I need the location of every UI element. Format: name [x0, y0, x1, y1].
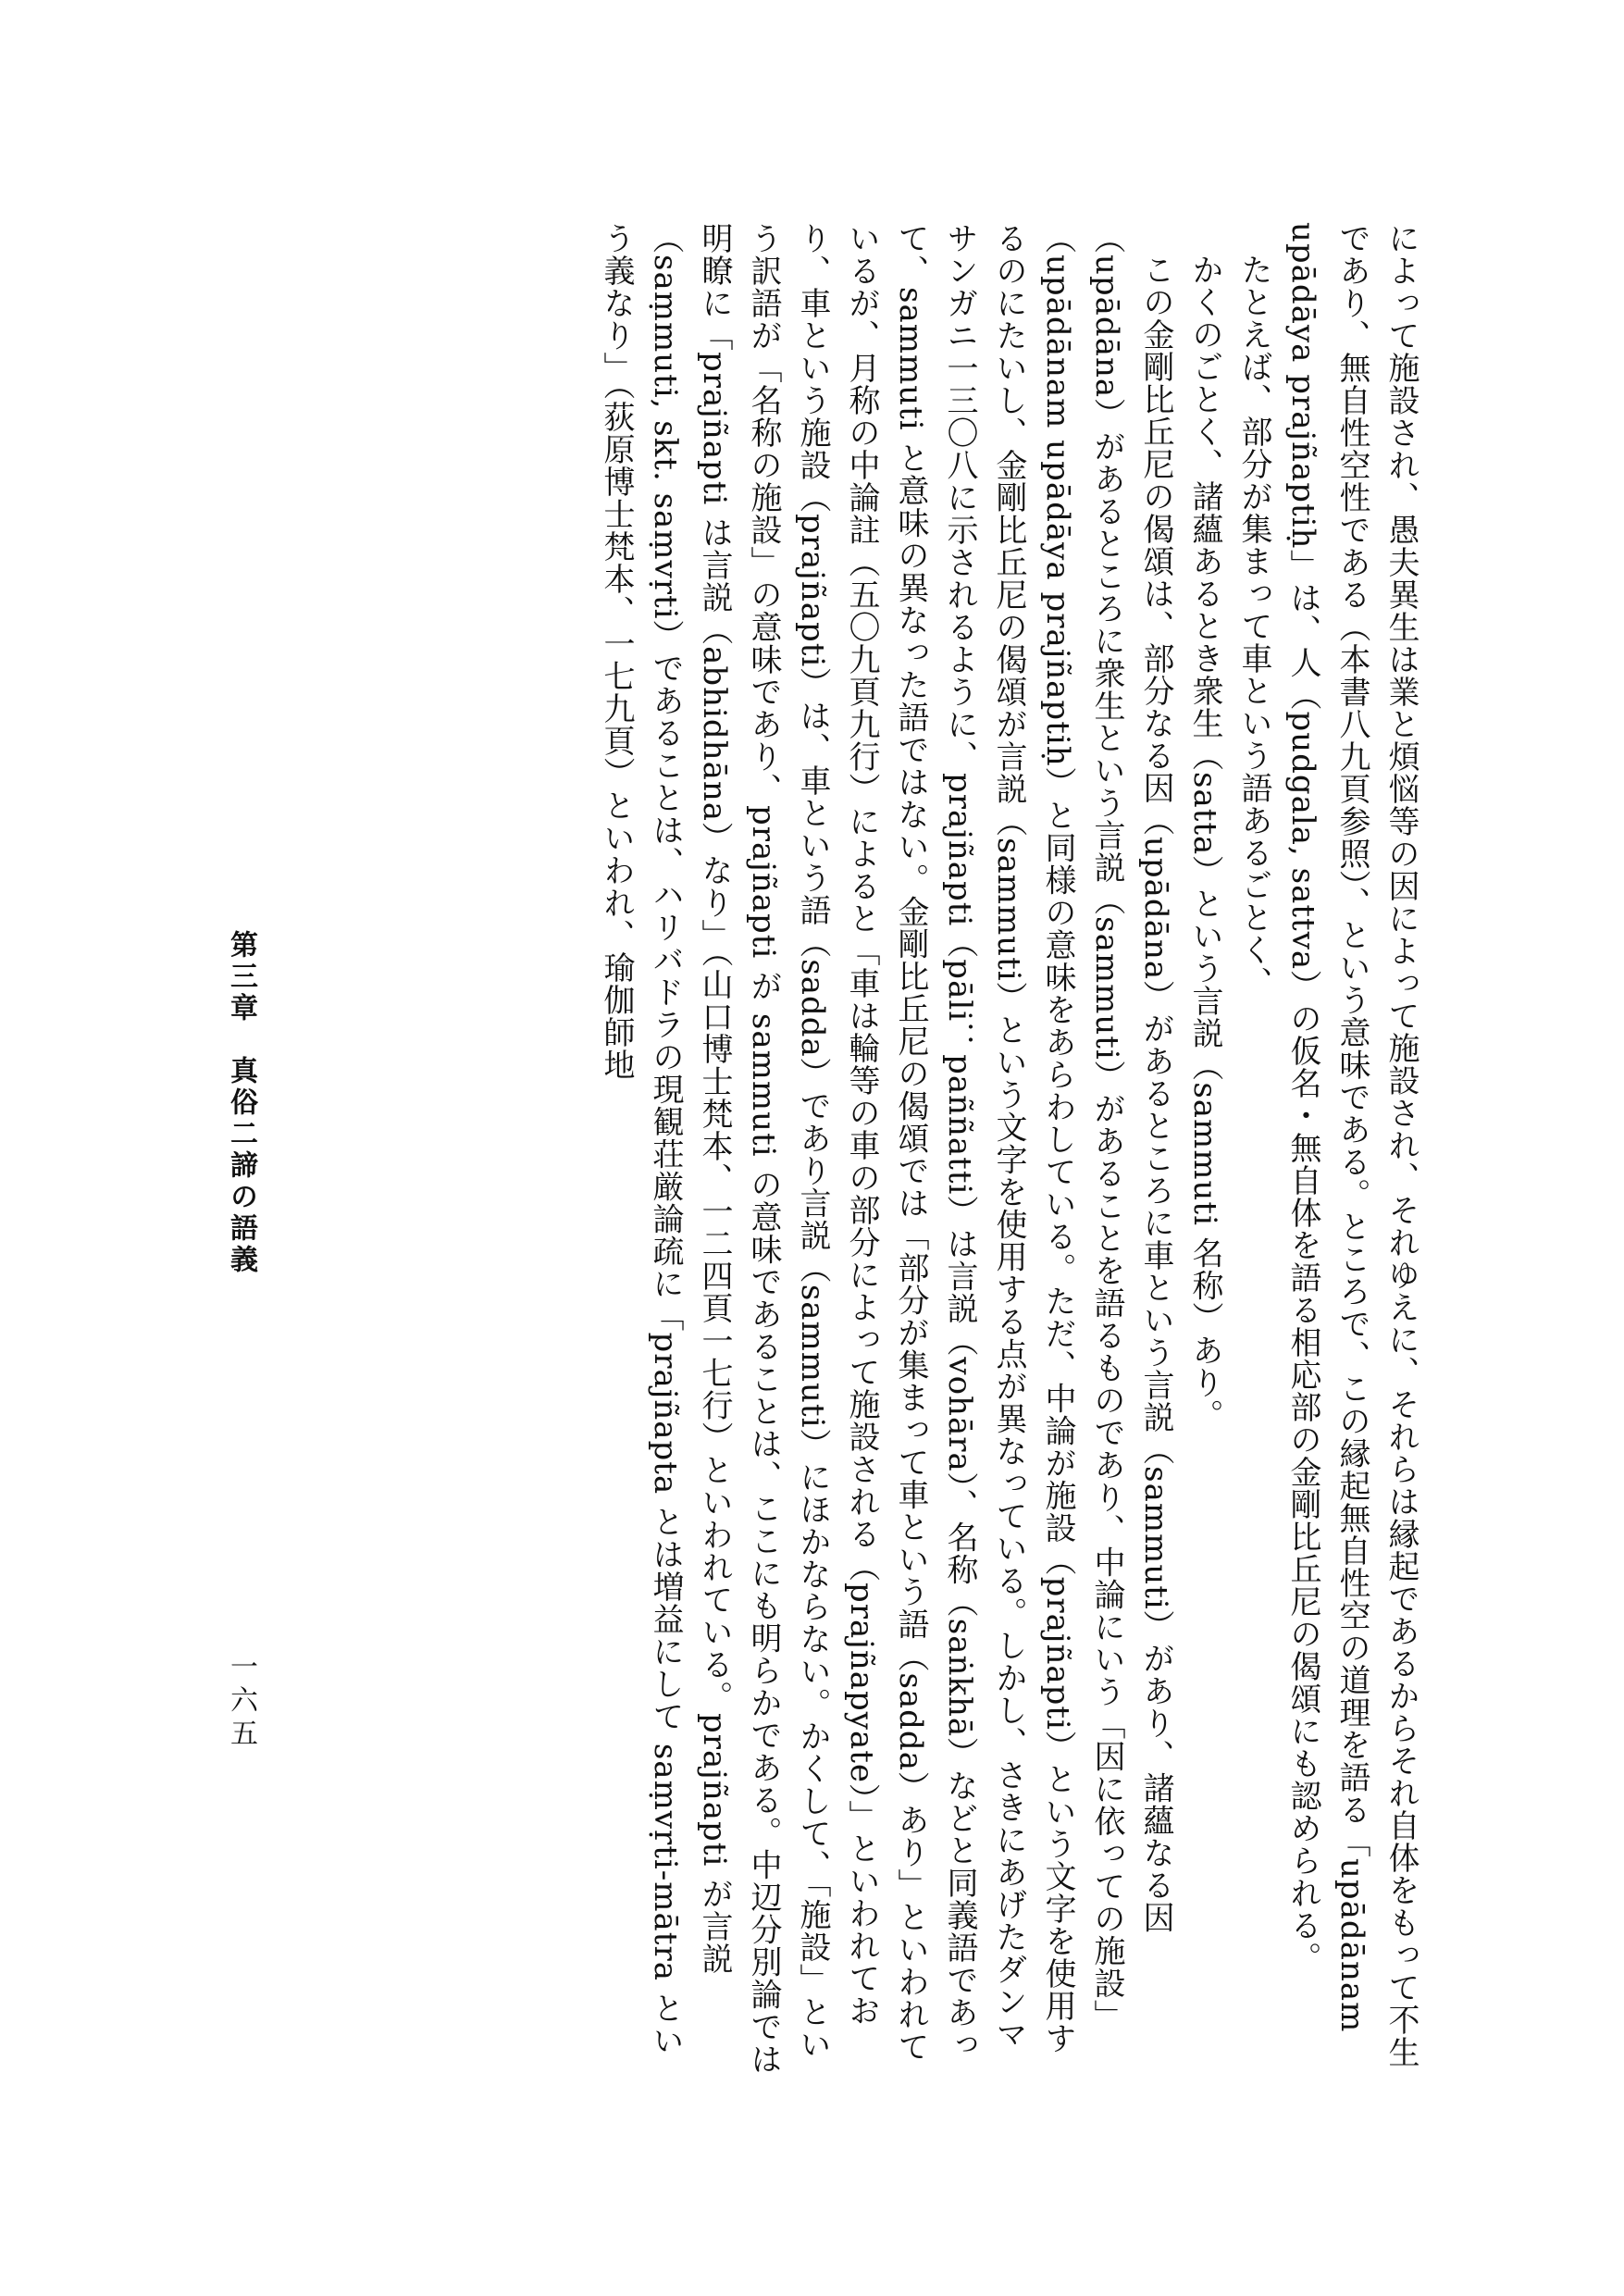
paragraph-2: この金剛比丘尼の偈頌は、部分なる因（upādāna）があるところに車という言説（sammuti）があり、諸蘊なる因（upādāna）があるところに衆生という言説（sammuti）があることを語るものであり、中論にいう「因に依っての施設」（upādānam upādāya prajñaptiḥ）と同様の意味をあらわしている。ただ、中論が施設（prajñapti）という文字を使用するのにたいし、金剛比丘尼の偈頌が言説（sammuti）という文字を使用する点が異なっている。しかし、さきにあげたダンマサンガニ一三〇八に示されるように、prajñapti（pāli：paññatti）は言説（vohāra）、名称（saṅkhā）などと同義語であって、sammuti と意味の異なった語ではない。金剛比丘尼の偈頌では「部分が集まって車という語（sadda）あり」といわれているが、月称の中論註（五〇九頁九行）によると「車は輪等の車の部分によって施設される（prajñapyate）」といわれており、車という施設（prajñapti）は、車という語（sadda）であり言説（sammuti）にほかならない。かくして、「施設」という訳語が「名称の施設」の意味であり、prajñapti が sammuti の意味であることは、ここにも明らかである。中辺分別論では明瞭に「prajñapti は言説（abhidhāna）なり」（山口博士梵本、一二四頁一七行）といわれている。prajñapti が言説（saṃmuti, skt. saṃvṛti）であることは、ハリバドラの現観荘厳論疏に「prajñapta とは増益にして saṃvṛti-mātra という義なり」（荻原博士梵本、一七九頁）といわれ、瑜伽師地: [598, 222, 1174, 2076]
body-text: [591, 222, 1425, 2082]
running-head: 第三章 真俗二諦の語義: [225, 930, 257, 1276]
paragraph-1: によって施設され、愚夫異生は業と煩悩等の因によって施設され、それゆえに、それらは縁起であるからそれ自体をもって不生であり、無自性空性である（本書八九頁参照）、という意味である。ところで、この縁起無自性空の道理を語る「upādānam upādāya prajñaptiḥ」は、人（pudgala, sattva）の仮名・無自体を語る相応部の金剛比丘尼の偈頌にも認められる。: [1284, 222, 1419, 2068]
verse-line-1: たとえば、部分が集まって車という語あるごとく、: [1235, 254, 1272, 999]
verse-line-2: かくのごとく、諸蘊あるとき衆生（satta）という言説（sammuti 名称）あり。: [1186, 254, 1223, 1432]
page-number: 一六五: [225, 1652, 257, 1752]
